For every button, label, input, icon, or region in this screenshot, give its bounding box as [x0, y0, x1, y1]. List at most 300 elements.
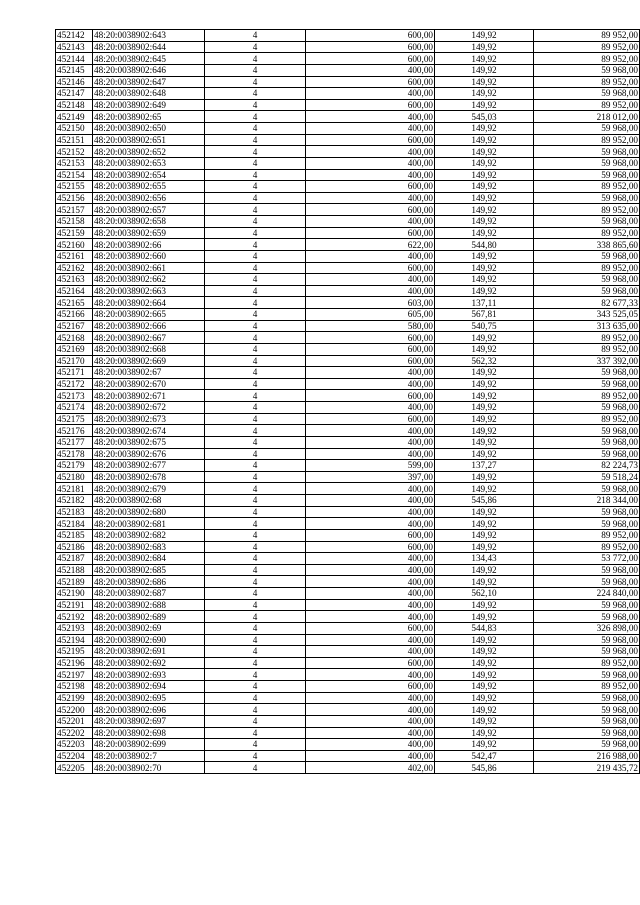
- table-row: [56, 634, 640, 646]
- area-cell: 400,00: [306, 378, 435, 390]
- group-code-cell: 4: [205, 88, 306, 100]
- table-row: [56, 564, 640, 576]
- cadastral-value-cell: 59 968,00: [534, 402, 640, 414]
- unit-value-cell: 545,86: [435, 495, 534, 507]
- table-row: [56, 622, 640, 634]
- group-code-cell: 4: [205, 64, 306, 76]
- area-cell: 400,00: [306, 367, 435, 379]
- table-row: [56, 64, 640, 76]
- cadastral-number-cell: 48:20:0038902:692: [93, 657, 205, 669]
- group-code-cell: 4: [205, 378, 306, 390]
- table-row: [56, 76, 640, 88]
- table-row: [56, 727, 640, 739]
- row-number-cell: 452182: [56, 495, 93, 507]
- area-cell: 400,00: [306, 402, 435, 414]
- cadastral-number-cell: 48:20:0038902:680: [93, 506, 205, 518]
- group-code-cell: 4: [205, 518, 306, 530]
- unit-value-cell: 149,92: [435, 41, 534, 53]
- row-number-cell: 452194: [56, 634, 93, 646]
- table-row: [56, 157, 640, 169]
- unit-value-cell: 149,92: [435, 134, 534, 146]
- cadastral-value-cell: 59 968,00: [534, 704, 640, 716]
- cadastral-number-cell: 48:20:0038902:669: [93, 355, 205, 367]
- table-row: [56, 285, 640, 297]
- area-cell: 580,00: [306, 320, 435, 332]
- unit-value-cell: 149,92: [435, 402, 534, 414]
- cadastral-number-cell: 48:20:0038902:660: [93, 250, 205, 262]
- row-number-cell: 452187: [56, 553, 93, 565]
- table-row: [56, 541, 640, 553]
- area-cell: 600,00: [306, 332, 435, 344]
- row-number-cell: 452174: [56, 402, 93, 414]
- area-cell: 400,00: [306, 669, 435, 681]
- cadastral-value-cell: 59 968,00: [534, 564, 640, 576]
- row-number-cell: 452154: [56, 169, 93, 181]
- area-cell: 397,00: [306, 471, 435, 483]
- row-number-cell: 452170: [56, 355, 93, 367]
- group-code-cell: 4: [205, 181, 306, 193]
- cadastral-value-cell: 89 952,00: [534, 204, 640, 216]
- unit-value-cell: 540,75: [435, 320, 534, 332]
- table-row: [56, 529, 640, 541]
- cadastral-number-cell: 48:20:0038902:653: [93, 157, 205, 169]
- cadastral-value-cell: 89 952,00: [534, 53, 640, 65]
- area-cell: 400,00: [306, 483, 435, 495]
- table-row: [56, 41, 640, 53]
- cadastral-number-cell: 48:20:0038902:674: [93, 425, 205, 437]
- row-number-cell: 452175: [56, 413, 93, 425]
- area-cell: 400,00: [306, 250, 435, 262]
- area-cell: 400,00: [306, 704, 435, 716]
- group-code-cell: 4: [205, 564, 306, 576]
- row-number-cell: 452192: [56, 611, 93, 623]
- group-code-cell: 4: [205, 425, 306, 437]
- row-number-cell: 452163: [56, 274, 93, 286]
- area-cell: 400,00: [306, 192, 435, 204]
- cadastral-value-cell: 89 952,00: [534, 529, 640, 541]
- unit-value-cell: 149,92: [435, 727, 534, 739]
- unit-value-cell: 149,92: [435, 181, 534, 193]
- area-cell: 622,00: [306, 239, 435, 251]
- cadastral-value-cell: 343 525,05: [534, 309, 640, 321]
- group-code-cell: 4: [205, 309, 306, 321]
- cadastral-number-cell: 48:20:0038902:645: [93, 53, 205, 65]
- row-number-cell: 452152: [56, 146, 93, 158]
- row-number-cell: 452186: [56, 541, 93, 553]
- unit-value-cell: 149,92: [435, 157, 534, 169]
- group-code-cell: 4: [205, 285, 306, 297]
- group-code-cell: 4: [205, 553, 306, 565]
- unit-value-cell: 149,92: [435, 250, 534, 262]
- area-cell: 400,00: [306, 599, 435, 611]
- group-code-cell: 4: [205, 250, 306, 262]
- unit-value-cell: 149,92: [435, 436, 534, 448]
- row-number-cell: 452155: [56, 181, 93, 193]
- group-code-cell: 4: [205, 390, 306, 402]
- row-number-cell: 452159: [56, 227, 93, 239]
- cadastral-number-cell: 48:20:0038902:656: [93, 192, 205, 204]
- table-row: [56, 611, 640, 623]
- cadastral-value-cell: 59 968,00: [534, 367, 640, 379]
- area-cell: 600,00: [306, 181, 435, 193]
- cadastral-value-cell: 89 952,00: [534, 541, 640, 553]
- row-number-cell: 452180: [56, 471, 93, 483]
- unit-value-cell: 149,92: [435, 657, 534, 669]
- unit-value-cell: 149,92: [435, 611, 534, 623]
- unit-value-cell: 149,92: [435, 378, 534, 390]
- cadastral-number-cell: 48:20:0038902:658: [93, 216, 205, 228]
- group-code-cell: 4: [205, 123, 306, 135]
- cadastral-number-cell: 48:20:0038902:698: [93, 727, 205, 739]
- table-row: [56, 297, 640, 309]
- row-number-cell: 452164: [56, 285, 93, 297]
- cadastral-number-cell: 48:20:0038902:664: [93, 297, 205, 309]
- table-row: [56, 669, 640, 681]
- group-code-cell: 4: [205, 704, 306, 716]
- cadastral-value-cell: 59 968,00: [534, 285, 640, 297]
- table-row: [56, 30, 640, 42]
- cadastral-value-cell: 59 968,00: [534, 216, 640, 228]
- area-cell: 400,00: [306, 111, 435, 123]
- area-cell: 600,00: [306, 76, 435, 88]
- row-number-cell: 452179: [56, 460, 93, 472]
- cadastral-number-cell: 48:20:0038902:68: [93, 495, 205, 507]
- row-number-cell: 452205: [56, 762, 93, 774]
- table-row: [56, 750, 640, 762]
- cadastral-number-cell: 48:20:0038902:690: [93, 634, 205, 646]
- group-code-cell: 4: [205, 495, 306, 507]
- cadastral-number-cell: 48:20:0038902:668: [93, 343, 205, 355]
- cadastral-value-cell: 59 968,00: [534, 599, 640, 611]
- unit-value-cell: 149,92: [435, 471, 534, 483]
- group-code-cell: 4: [205, 204, 306, 216]
- group-code-cell: 4: [205, 192, 306, 204]
- table-row: [56, 332, 640, 344]
- cadastral-number-cell: 48:20:0038902:684: [93, 553, 205, 565]
- cadastral-number-cell: 48:20:0038902:696: [93, 704, 205, 716]
- group-code-cell: 4: [205, 111, 306, 123]
- row-number-cell: 452178: [56, 448, 93, 460]
- unit-value-cell: 149,92: [435, 518, 534, 530]
- cadastral-number-cell: 48:20:0038902:65: [93, 111, 205, 123]
- cadastral-number-cell: 48:20:0038902:693: [93, 669, 205, 681]
- row-number-cell: 452168: [56, 332, 93, 344]
- cadastral-number-cell: 48:20:0038902:646: [93, 64, 205, 76]
- cadastral-value-cell: 218 344,00: [534, 495, 640, 507]
- area-cell: 400,00: [306, 274, 435, 286]
- table-row: [56, 495, 640, 507]
- row-number-cell: 452183: [56, 506, 93, 518]
- group-code-cell: 4: [205, 320, 306, 332]
- row-number-cell: 452143: [56, 41, 93, 53]
- table-row: [56, 169, 640, 181]
- area-cell: 600,00: [306, 204, 435, 216]
- row-number-cell: 452200: [56, 704, 93, 716]
- area-cell: 400,00: [306, 436, 435, 448]
- cadastral-value-cell: 338 865,60: [534, 239, 640, 251]
- cadastral-value-cell: 53 772,00: [534, 553, 640, 565]
- group-code-cell: 4: [205, 692, 306, 704]
- area-cell: 605,00: [306, 309, 435, 321]
- area-cell: 600,00: [306, 355, 435, 367]
- area-cell: 400,00: [306, 588, 435, 600]
- row-number-cell: 452150: [56, 123, 93, 135]
- row-number-cell: 452185: [56, 529, 93, 541]
- cadastral-number-cell: 48:20:0038902:652: [93, 146, 205, 158]
- cadastral-number-cell: 48:20:0038902:672: [93, 402, 205, 414]
- unit-value-cell: 545,03: [435, 111, 534, 123]
- unit-value-cell: 149,92: [435, 274, 534, 286]
- unit-value-cell: 149,92: [435, 146, 534, 158]
- area-cell: 400,00: [306, 518, 435, 530]
- cadastral-value-cell: 89 952,00: [534, 181, 640, 193]
- table-row: [56, 181, 640, 193]
- area-cell: 600,00: [306, 343, 435, 355]
- row-number-cell: 452173: [56, 390, 93, 402]
- table-row: [56, 460, 640, 472]
- table-row: [56, 402, 640, 414]
- table-row: [56, 250, 640, 262]
- group-code-cell: 4: [205, 715, 306, 727]
- cadastral-value-cell: 224 840,00: [534, 588, 640, 600]
- cadastral-value-cell: 89 952,00: [534, 76, 640, 88]
- unit-value-cell: 149,92: [435, 332, 534, 344]
- unit-value-cell: 149,92: [435, 704, 534, 716]
- group-code-cell: 4: [205, 471, 306, 483]
- group-code-cell: 4: [205, 599, 306, 611]
- group-code-cell: 4: [205, 529, 306, 541]
- table-row: [56, 518, 640, 530]
- area-cell: 400,00: [306, 495, 435, 507]
- area-cell: 600,00: [306, 227, 435, 239]
- area-cell: 400,00: [306, 576, 435, 588]
- unit-value-cell: 149,92: [435, 564, 534, 576]
- row-number-cell: 452157: [56, 204, 93, 216]
- cadastral-number-cell: 48:20:0038902:654: [93, 169, 205, 181]
- group-code-cell: 4: [205, 297, 306, 309]
- cadastral-number-cell: 48:20:0038902:695: [93, 692, 205, 704]
- unit-value-cell: 149,92: [435, 715, 534, 727]
- group-code-cell: 4: [205, 622, 306, 634]
- table-row: [56, 681, 640, 693]
- area-cell: 600,00: [306, 53, 435, 65]
- table-row: [56, 657, 640, 669]
- group-code-cell: 4: [205, 53, 306, 65]
- cadastral-value-cell: 218 012,00: [534, 111, 640, 123]
- cadastral-value-cell: 59 968,00: [534, 634, 640, 646]
- area-cell: 600,00: [306, 681, 435, 693]
- cadastral-value-cell: 326 898,00: [534, 622, 640, 634]
- unit-value-cell: 149,92: [435, 30, 534, 42]
- cadastral-number-cell: 48:20:0038902:699: [93, 739, 205, 751]
- cadastral-value-cell: 59 968,00: [534, 192, 640, 204]
- table-row: [56, 448, 640, 460]
- table-row: [56, 355, 640, 367]
- unit-value-cell: 149,92: [435, 367, 534, 379]
- table-row: [56, 192, 640, 204]
- unit-value-cell: 149,92: [435, 99, 534, 111]
- group-code-cell: 4: [205, 30, 306, 42]
- area-cell: 400,00: [306, 646, 435, 658]
- area-cell: 400,00: [306, 611, 435, 623]
- row-number-cell: 452147: [56, 88, 93, 100]
- area-cell: 400,00: [306, 553, 435, 565]
- row-number-cell: 452184: [56, 518, 93, 530]
- group-code-cell: 4: [205, 448, 306, 460]
- table-row: [56, 99, 640, 111]
- row-number-cell: 452160: [56, 239, 93, 251]
- table-row: [56, 483, 640, 495]
- cadastral-number-cell: 48:20:0038902:686: [93, 576, 205, 588]
- row-number-cell: 452151: [56, 134, 93, 146]
- unit-value-cell: 542,47: [435, 750, 534, 762]
- cadastral-value-cell: 89 952,00: [534, 41, 640, 53]
- cadastral-value-cell: 59 968,00: [534, 739, 640, 751]
- area-cell: 600,00: [306, 541, 435, 553]
- area-cell: 400,00: [306, 750, 435, 762]
- group-code-cell: 4: [205, 541, 306, 553]
- row-number-cell: 452167: [56, 320, 93, 332]
- row-number-cell: 452199: [56, 692, 93, 704]
- cadastral-value-cell: 59 968,00: [534, 250, 640, 262]
- cadastral-number-cell: 48:20:0038902:644: [93, 41, 205, 53]
- unit-value-cell: 149,92: [435, 390, 534, 402]
- cadastral-number-cell: 48:20:0038902:663: [93, 285, 205, 297]
- group-code-cell: 4: [205, 343, 306, 355]
- row-number-cell: 452162: [56, 262, 93, 274]
- cadastral-number-cell: 48:20:0038902:662: [93, 274, 205, 286]
- cadastral-number-cell: 48:20:0038902:685: [93, 564, 205, 576]
- group-code-cell: 4: [205, 669, 306, 681]
- cadastral-number-cell: 48:20:0038902:682: [93, 529, 205, 541]
- area-cell: 400,00: [306, 216, 435, 228]
- unit-value-cell: 149,92: [435, 53, 534, 65]
- unit-value-cell: 545,86: [435, 762, 534, 774]
- table-row: [56, 588, 640, 600]
- cadastral-value-cell: 89 952,00: [534, 332, 640, 344]
- row-number-cell: 452190: [56, 588, 93, 600]
- cadastral-value-cell: 59 968,00: [534, 436, 640, 448]
- unit-value-cell: 149,92: [435, 204, 534, 216]
- cadastral-value-cell: 219 435,72: [534, 762, 640, 774]
- group-code-cell: 4: [205, 460, 306, 472]
- row-number-cell: 452197: [56, 669, 93, 681]
- cadastral-value-cell: 59 968,00: [534, 506, 640, 518]
- area-cell: 400,00: [306, 727, 435, 739]
- area-cell: 599,00: [306, 460, 435, 472]
- cadastral-value-cell: 89 952,00: [534, 262, 640, 274]
- unit-value-cell: 544,83: [435, 622, 534, 634]
- row-number-cell: 452191: [56, 599, 93, 611]
- cadastral-number-cell: 48:20:0038902:70: [93, 762, 205, 774]
- table-body: [56, 30, 640, 774]
- unit-value-cell: 544,80: [435, 239, 534, 251]
- unit-value-cell: 149,92: [435, 541, 534, 553]
- unit-value-cell: 562,10: [435, 588, 534, 600]
- row-number-cell: 452144: [56, 53, 93, 65]
- row-number-cell: 452177: [56, 436, 93, 448]
- table-row: [56, 262, 640, 274]
- cadastral-number-cell: 48:20:0038902:657: [93, 204, 205, 216]
- area-cell: 400,00: [306, 88, 435, 100]
- cadastral-number-cell: 48:20:0038902:661: [93, 262, 205, 274]
- group-code-cell: 4: [205, 76, 306, 88]
- table-row: [56, 111, 640, 123]
- cadastral-number-cell: 48:20:0038902:651: [93, 134, 205, 146]
- unit-value-cell: 149,92: [435, 692, 534, 704]
- area-cell: 600,00: [306, 657, 435, 669]
- cadastral-value-cell: 59 968,00: [534, 88, 640, 100]
- row-number-cell: 452145: [56, 64, 93, 76]
- group-code-cell: 4: [205, 146, 306, 158]
- group-code-cell: 4: [205, 169, 306, 181]
- cadastral-number-cell: 48:20:0038902:648: [93, 88, 205, 100]
- unit-value-cell: 149,92: [435, 216, 534, 228]
- unit-value-cell: 149,92: [435, 192, 534, 204]
- row-number-cell: 452149: [56, 111, 93, 123]
- area-cell: 400,00: [306, 634, 435, 646]
- unit-value-cell: 149,92: [435, 227, 534, 239]
- area-cell: 400,00: [306, 64, 435, 76]
- cadastral-number-cell: 48:20:0038902:665: [93, 309, 205, 321]
- area-cell: 400,00: [306, 506, 435, 518]
- group-code-cell: 4: [205, 483, 306, 495]
- area-cell: 400,00: [306, 564, 435, 576]
- row-number-cell: 452161: [56, 250, 93, 262]
- cadastral-value-cell: 89 952,00: [534, 413, 640, 425]
- row-number-cell: 452196: [56, 657, 93, 669]
- cadastral-value-cell: 59 518,24: [534, 471, 640, 483]
- cadastral-number-cell: 48:20:0038902:676: [93, 448, 205, 460]
- group-code-cell: 4: [205, 634, 306, 646]
- group-code-cell: 4: [205, 576, 306, 588]
- table-row: [56, 646, 640, 658]
- cadastral-value-cell: 89 952,00: [534, 390, 640, 402]
- cadastral-value-cell: 337 392,00: [534, 355, 640, 367]
- table-row: [56, 53, 640, 65]
- row-number-cell: 452148: [56, 99, 93, 111]
- cadastral-value-cell: 313 635,00: [534, 320, 640, 332]
- cadastral-value-cell: 89 952,00: [534, 343, 640, 355]
- table-row: [56, 553, 640, 565]
- group-code-cell: 4: [205, 157, 306, 169]
- group-code-cell: 4: [205, 436, 306, 448]
- table-row: [56, 309, 640, 321]
- group-code-cell: 4: [205, 262, 306, 274]
- cadastral-number-cell: 48:20:0038902:643: [93, 30, 205, 42]
- table-row: [56, 216, 640, 228]
- cadastral-number-cell: 48:20:0038902:667: [93, 332, 205, 344]
- row-number-cell: 452201: [56, 715, 93, 727]
- unit-value-cell: 149,92: [435, 262, 534, 274]
- unit-value-cell: 149,92: [435, 634, 534, 646]
- unit-value-cell: 149,92: [435, 64, 534, 76]
- cadastral-value-cell: 59 968,00: [534, 157, 640, 169]
- unit-value-cell: 149,92: [435, 669, 534, 681]
- cadastral-number-cell: 48:20:0038902:697: [93, 715, 205, 727]
- row-number-cell: 452166: [56, 309, 93, 321]
- unit-value-cell: 149,92: [435, 529, 534, 541]
- cadastral-number-cell: 48:20:0038902:666: [93, 320, 205, 332]
- cadastral-number-cell: 48:20:0038902:655: [93, 181, 205, 193]
- area-cell: 600,00: [306, 99, 435, 111]
- group-code-cell: 4: [205, 367, 306, 379]
- row-number-cell: 452204: [56, 750, 93, 762]
- unit-value-cell: 149,92: [435, 599, 534, 611]
- row-number-cell: 452189: [56, 576, 93, 588]
- unit-value-cell: 149,92: [435, 646, 534, 658]
- group-code-cell: 4: [205, 99, 306, 111]
